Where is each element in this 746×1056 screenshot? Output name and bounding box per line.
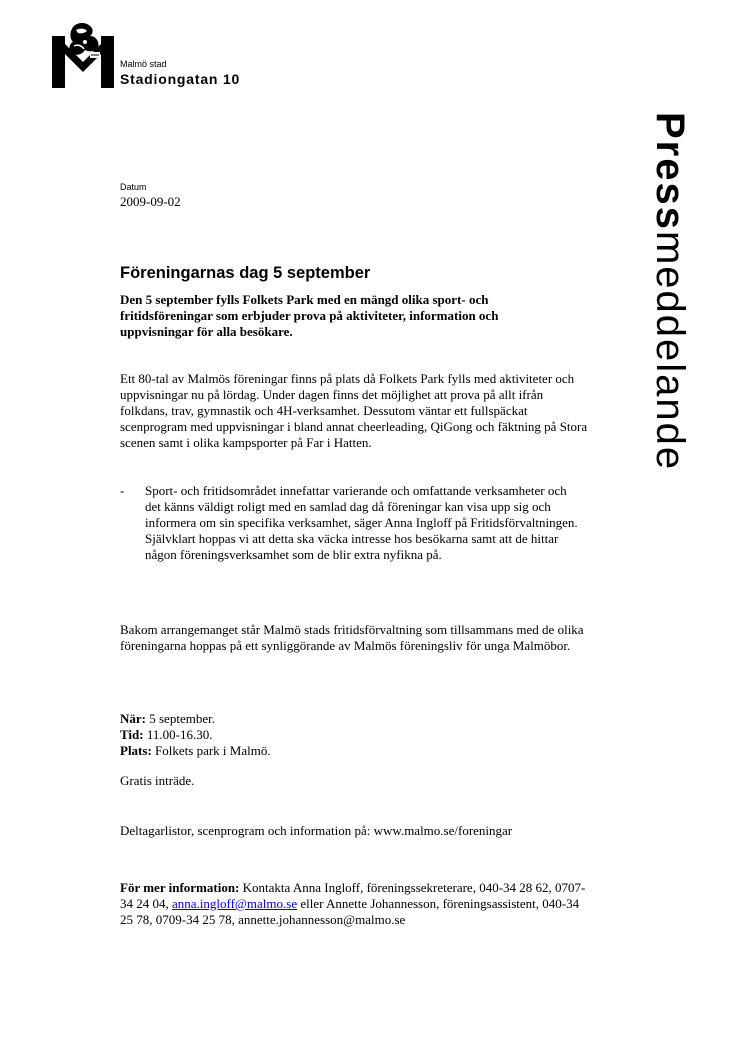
free-entry: Gratis inträde. bbox=[120, 773, 195, 788]
contact-email-link[interactable]: anna.ingloff@malmo.se bbox=[172, 896, 298, 911]
contact-label: För mer information: bbox=[120, 880, 240, 895]
fact-place-value: Folkets park i Malmö. bbox=[151, 743, 271, 758]
body-paragraph-2: Bakom arrangemanget står Malmö stads fritidsförvaltning som tillsammans med de olika föreningarna hoppas på ett synliggörande av Malmös föreningsliv för unga Malmöbor. bbox=[120, 622, 584, 653]
lead-paragraph: Den 5 september fylls Folkets Park med en mängd olika sport- och fritidsföreningar som erbjuder prova på aktiviteter, information och uppvisningar för alla besökare. bbox=[120, 292, 499, 339]
fact-time bbox=[120, 727, 212, 743]
malmo-griffin-crest-icon bbox=[52, 22, 114, 88]
fact-place-label: Plats: bbox=[120, 743, 152, 758]
malmo-crest-logo bbox=[52, 22, 114, 88]
fact-time-label: Tid: bbox=[120, 727, 144, 742]
quote-dash: - bbox=[120, 483, 125, 498]
fact-when-label: När: bbox=[120, 711, 146, 726]
headline: Föreningarnas dag 5 september bbox=[120, 264, 371, 282]
side-title-light: meddelande bbox=[648, 230, 692, 472]
date-label: Datum bbox=[120, 182, 147, 192]
contact-text-before: Kontakta Anna Ingloff, föreningssekreterare, 040-34 28 62, 0707-34 24 04, bbox=[120, 880, 586, 911]
more-info-line: Deltagarlistor, scenprogram och information på: www.malmo.se/foreningar bbox=[120, 823, 513, 838]
fact-place bbox=[120, 743, 271, 759]
body-paragraph-1: Ett 80-tal av Malmös föreningar finns på plats då Folkets Park fylls med aktiviteter och uppvisningar nu på lördag. Under dagen finns det möjlighet att prova på allt ifrån folkdans, trav, gymnastik och 4H-verksamhet. Dessutom väntar ett fullspäckat scenprogram med uppvisningar i bland annat cheerleading, QiGong och fäktning på Stora scenen samt i olika kampsporter på Far i Hatten. bbox=[120, 371, 588, 450]
fact-when bbox=[120, 711, 215, 727]
org-name: Malmö stad bbox=[120, 59, 167, 69]
date-value: 2009-09-02 bbox=[120, 194, 181, 209]
fact-time-value: 11.00-16.30. bbox=[143, 727, 213, 742]
quote-text: Sport- och fritidsområdet innefattar varierande och omfattande verksamheter och det känns väldigt roligt med en samlad dag då föreningar kan visa upp sig och informera om sin specifika verksamhet, säger Anna Ingloff på Fritidsförvaltningen. Självklart hoppas vi att detta ska väcka intresse hos besökarna samt att de hittar någon föreningsverksamhet som de blir extra nyfikna på. bbox=[145, 483, 578, 562]
fact-when-value: 5 september. bbox=[146, 711, 215, 726]
side-title-bold: Press bbox=[648, 112, 692, 231]
press-release-side-title bbox=[650, 112, 690, 471]
quote-paragraph bbox=[120, 483, 585, 563]
contact-info bbox=[120, 880, 590, 928]
contact-text-after: eller Annette Johannesson, föreningsassistent, 040-34 25 78, 0709-34 25 78, annette.johannesson@malmo.se bbox=[120, 896, 580, 927]
org-address: Stadiongatan 10 bbox=[120, 71, 241, 87]
